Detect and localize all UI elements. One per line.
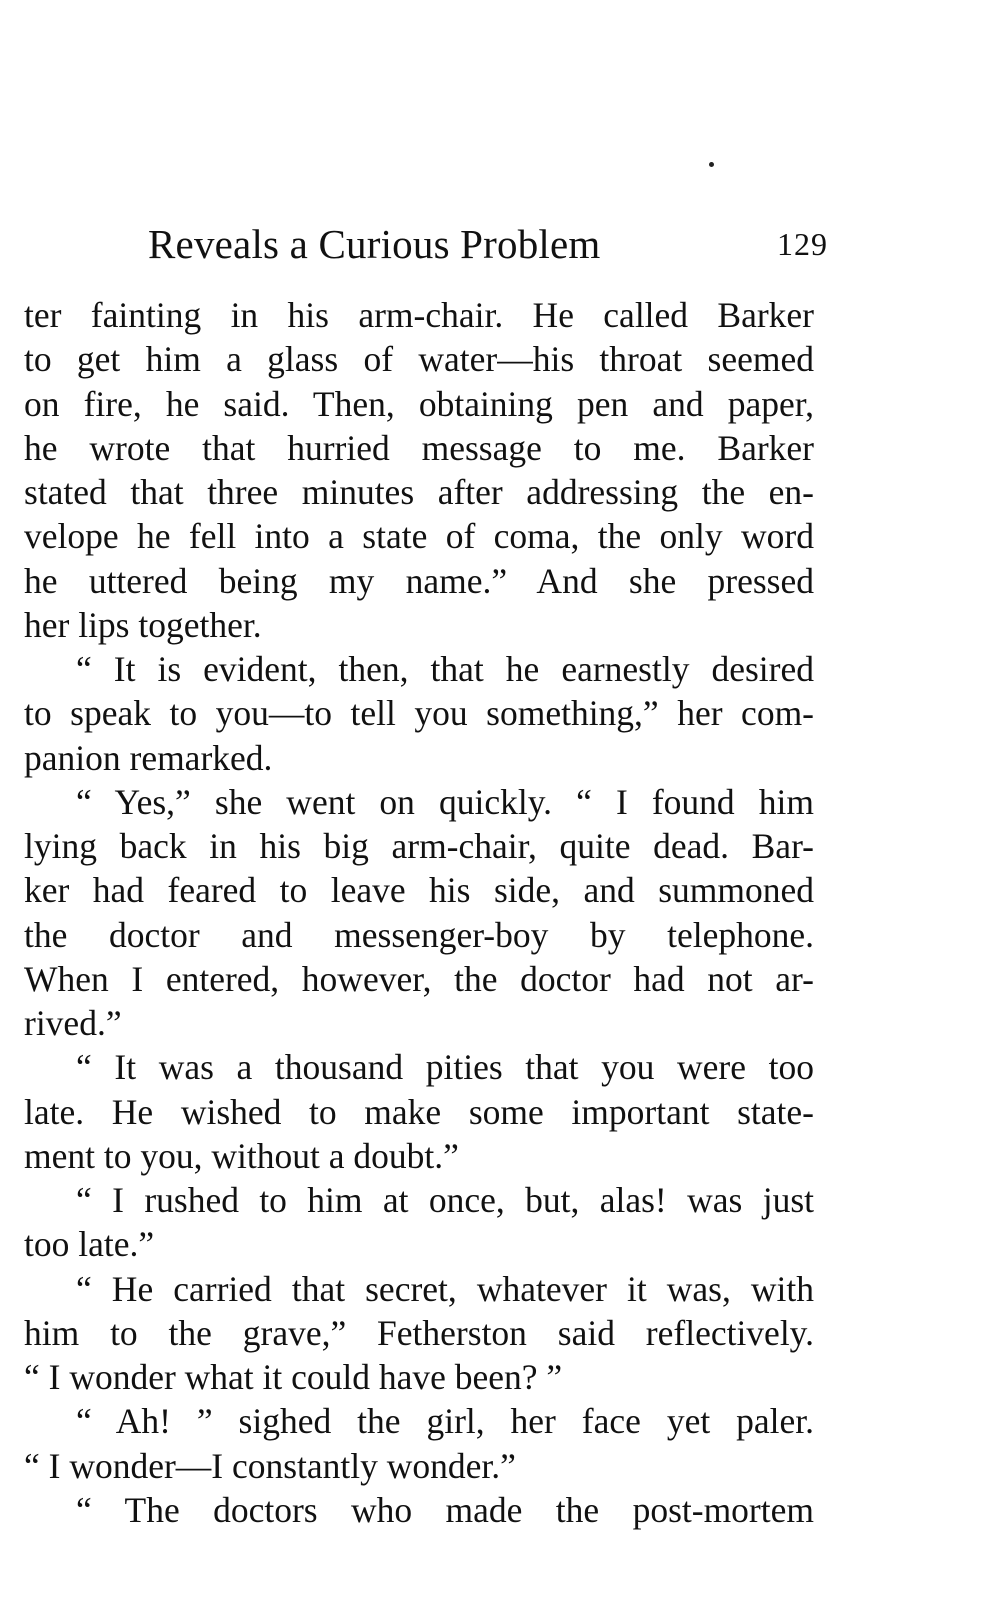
text-line: “ The doctors who made the post-mortem	[76, 1489, 814, 1530]
text-line: “ It was a thousand pities that you were too	[76, 1047, 814, 1088]
text-line: late. He wished to make some important state-	[24, 1091, 814, 1132]
page-header	[148, 220, 828, 280]
text-line: ment to you, without a doubt.”	[24, 1135, 459, 1176]
text-line: him to the grave,” Fetherston said reflectively.	[24, 1312, 814, 1353]
text-line: “ Yes,” she went on quickly. “ I found him	[76, 781, 814, 822]
text-line: panion remarked.	[24, 737, 273, 778]
text-line: “ He carried that secret, whatever it was, with	[76, 1268, 814, 1309]
text-line: “ I wonder—I constantly wonder.”	[24, 1445, 516, 1486]
text-line: too late.”	[24, 1224, 155, 1265]
text-line: velope he fell into a state of coma, the only word	[24, 516, 814, 557]
body-text	[24, 293, 814, 1532]
text-line: rived.”	[24, 1003, 122, 1043]
text-line: lying back in his big arm-chair, quite dead. Bar-	[24, 826, 814, 866]
text-line: ker had feared to leave his side, and summoned	[24, 870, 814, 911]
text-line: ter fainting in his arm-chair. He called Barker	[24, 295, 814, 335]
running-title: Reveals a Curious Problem	[148, 221, 601, 267]
text-line: “ It is evident, then, that he earnestly desired	[76, 649, 814, 689]
text-line: to speak to you—to tell you something,” her com-	[24, 693, 814, 734]
text-line: “ I wonder what it could have been? ”	[24, 1357, 563, 1397]
text-line: he uttered being my name.” And she pressed	[24, 560, 814, 601]
text-line: to get him a glass of water—his throat seemed	[24, 339, 814, 380]
text-line: on fire, he said. Then, obtaining pen and paper,	[24, 383, 814, 424]
text-line: stated that three minutes after addressing the en-	[24, 472, 814, 512]
text-line: he wrote that hurried message to me. Barker	[24, 427, 814, 468]
ink-speck	[709, 162, 714, 167]
page-number: 129	[777, 226, 828, 262]
text-line: the doctor and messenger-boy by telephone.	[24, 914, 814, 955]
text-line: “ I rushed to him at once, but, alas! was just	[76, 1180, 814, 1220]
text-line: her lips together.	[24, 604, 262, 645]
text-line: “ Ah! ” sighed the girl, her face yet paler.	[76, 1401, 814, 1442]
text-line: When I entered, however, the doctor had not ar-	[24, 958, 814, 999]
